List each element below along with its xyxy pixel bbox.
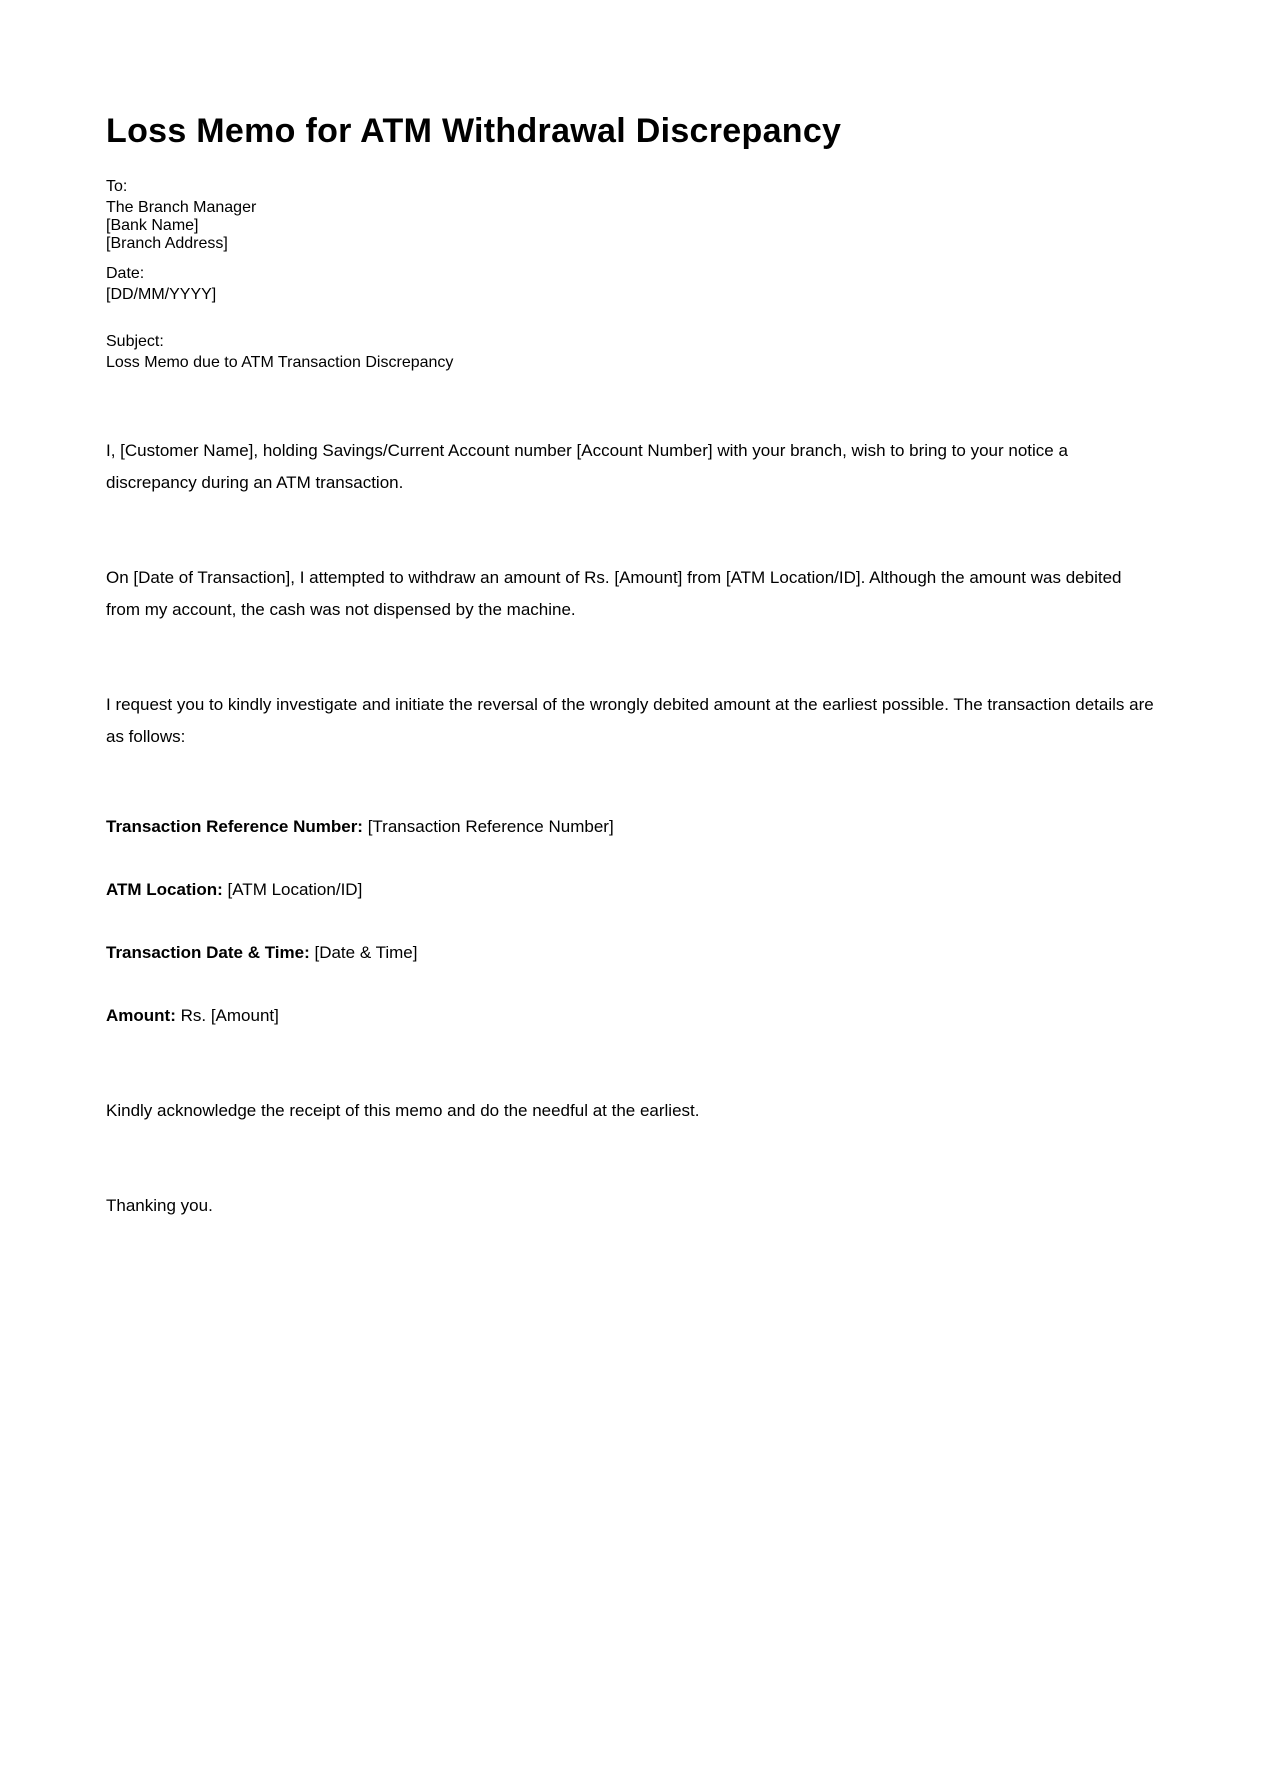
- date-value: [DD/MM/YYYY]: [106, 286, 217, 303]
- to-label: To:: [106, 178, 128, 195]
- document-title: Loss Memo for ATM Withdrawal Discrepancy: [106, 112, 842, 150]
- detail-label: Transaction Date & Time:: [106, 943, 310, 962]
- detail-transaction-reference: [106, 816, 1156, 838]
- detail-amount: [106, 1005, 1156, 1027]
- detail-label: Amount:: [106, 1006, 176, 1025]
- body-paragraph: On [Date of Transaction], I attempted to withdraw an amount of Rs. [Amount] from [ATM Location/ID]. Although the amount was debited from my account, the cash was not dispensed by the machine.: [106, 568, 1122, 619]
- detail-value: [ATM Location/ID]: [222, 880, 363, 899]
- detail-atm-location: [106, 879, 1156, 901]
- recipient-line: The Branch Manager: [106, 199, 257, 216]
- recipient-line: [Branch Address]: [106, 235, 228, 252]
- date-label: Date:: [106, 265, 145, 282]
- date-block: [106, 265, 1156, 304]
- subject-block: [106, 333, 1156, 372]
- detail-label: Transaction Reference Number:: [106, 817, 363, 836]
- detail-value: [Date & Time]: [309, 943, 418, 962]
- subject-value: Loss Memo due to ATM Transaction Discrepancy: [106, 354, 454, 371]
- subject-label: Subject:: [106, 333, 164, 350]
- recipient-block: [106, 178, 1156, 253]
- body-paragraph: I, [Customer Name], holding Savings/Current Account number [Account Number] with your branch, wish to bring to your notice a discrepancy during an ATM transaction.: [106, 441, 1068, 492]
- document-content: [106, 108, 1156, 1217]
- thanks-line: Thanking you.: [106, 1196, 213, 1215]
- detail-label: ATM Location:: [106, 880, 223, 899]
- detail-value: Rs. [Amount]: [175, 1006, 279, 1025]
- detail-transaction-date-time: [106, 942, 1156, 964]
- closing-paragraph: Kindly acknowledge the receipt of this memo and do the needful at the earliest.: [106, 1101, 700, 1120]
- recipient-line: [Bank Name]: [106, 217, 199, 234]
- body-paragraph: I request you to kindly investigate and initiate the reversal of the wrongly debited amount at the earliest possible. The transaction details are as follows:: [106, 695, 1154, 746]
- detail-value: [Transaction Reference Number]: [362, 817, 614, 836]
